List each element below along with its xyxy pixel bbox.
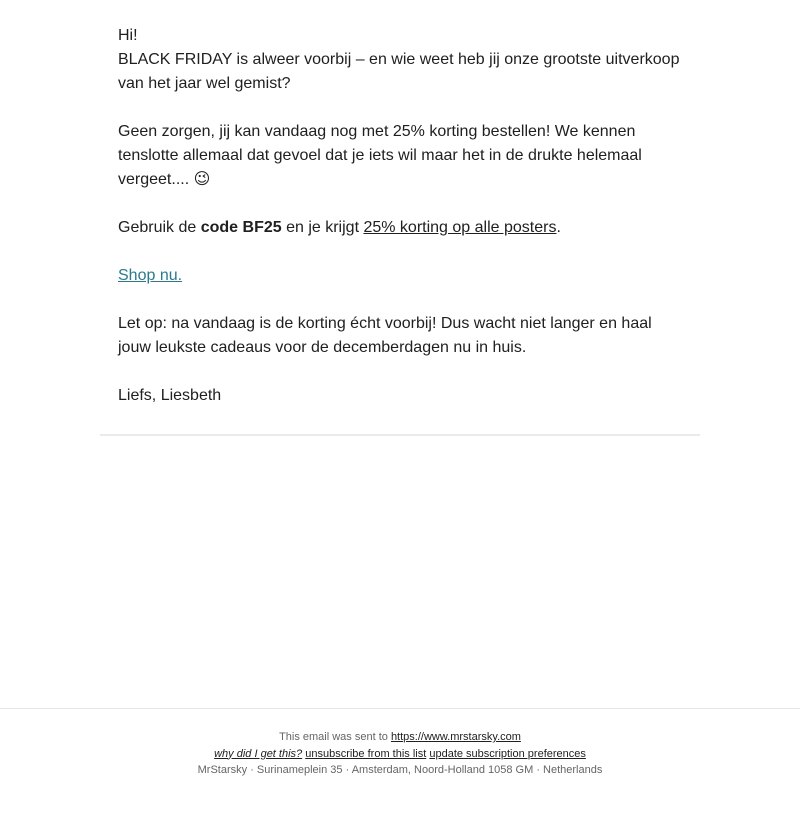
sent-to-prefix: This email was sent to	[279, 731, 391, 743]
footer-links	[0, 746, 800, 763]
shop-now-link[interactable]: Shop nu.	[118, 267, 183, 284]
footer-divider	[0, 708, 800, 709]
update-preferences-link[interactable]: update subscription preferences	[429, 747, 586, 760]
unsubscribe-link[interactable]: unsubscribe from this list	[305, 747, 427, 760]
sender-address: MrStarsky · Surinameplein 35 · Amsterdam, Noord-Holland 1058 GM · Netherlands	[197, 764, 603, 776]
code-suffix: .	[556, 219, 561, 236]
content-divider	[100, 434, 700, 436]
email-footer	[0, 729, 800, 779]
greeting: Hi!	[118, 27, 138, 44]
website-link[interactable]: https://www.mrstarsky.com	[390, 731, 521, 743]
code-prefix: Gebruik de	[118, 219, 201, 236]
sent-to-line	[0, 729, 800, 746]
email-body	[118, 24, 688, 432]
discount-code: code BF25	[200, 219, 282, 236]
intro-text: BLACK FRIDAY is alweer voorbij – en wie weet heb jij onze grootste uitverkoop van het jaar wel gemist?	[118, 51, 680, 92]
signoff: Liefs, Liesbeth	[118, 387, 222, 404]
reassurance-text: Geen zorgen, jij kan vandaag nog met 25% korting bestellen! We kennen tenslotte allemaal dat gevoel dat je iets wil maar het in de drukte helemaal vergeet.... 😉	[118, 123, 642, 188]
discount-link[interactable]: 25% korting op alle posters	[363, 219, 557, 236]
discount-code-text	[118, 216, 688, 240]
shop-paragraph	[118, 264, 688, 288]
code-middle: en je krijgt	[281, 219, 364, 236]
deadline-text: Let op: na vandaag is de korting écht voorbij! Dus wacht niet langer en haal jouw leukste cadeaus voor de decemberdagen nu in huis.	[118, 315, 652, 356]
why-did-i-get-this-link[interactable]: why did I get this?	[214, 747, 303, 760]
